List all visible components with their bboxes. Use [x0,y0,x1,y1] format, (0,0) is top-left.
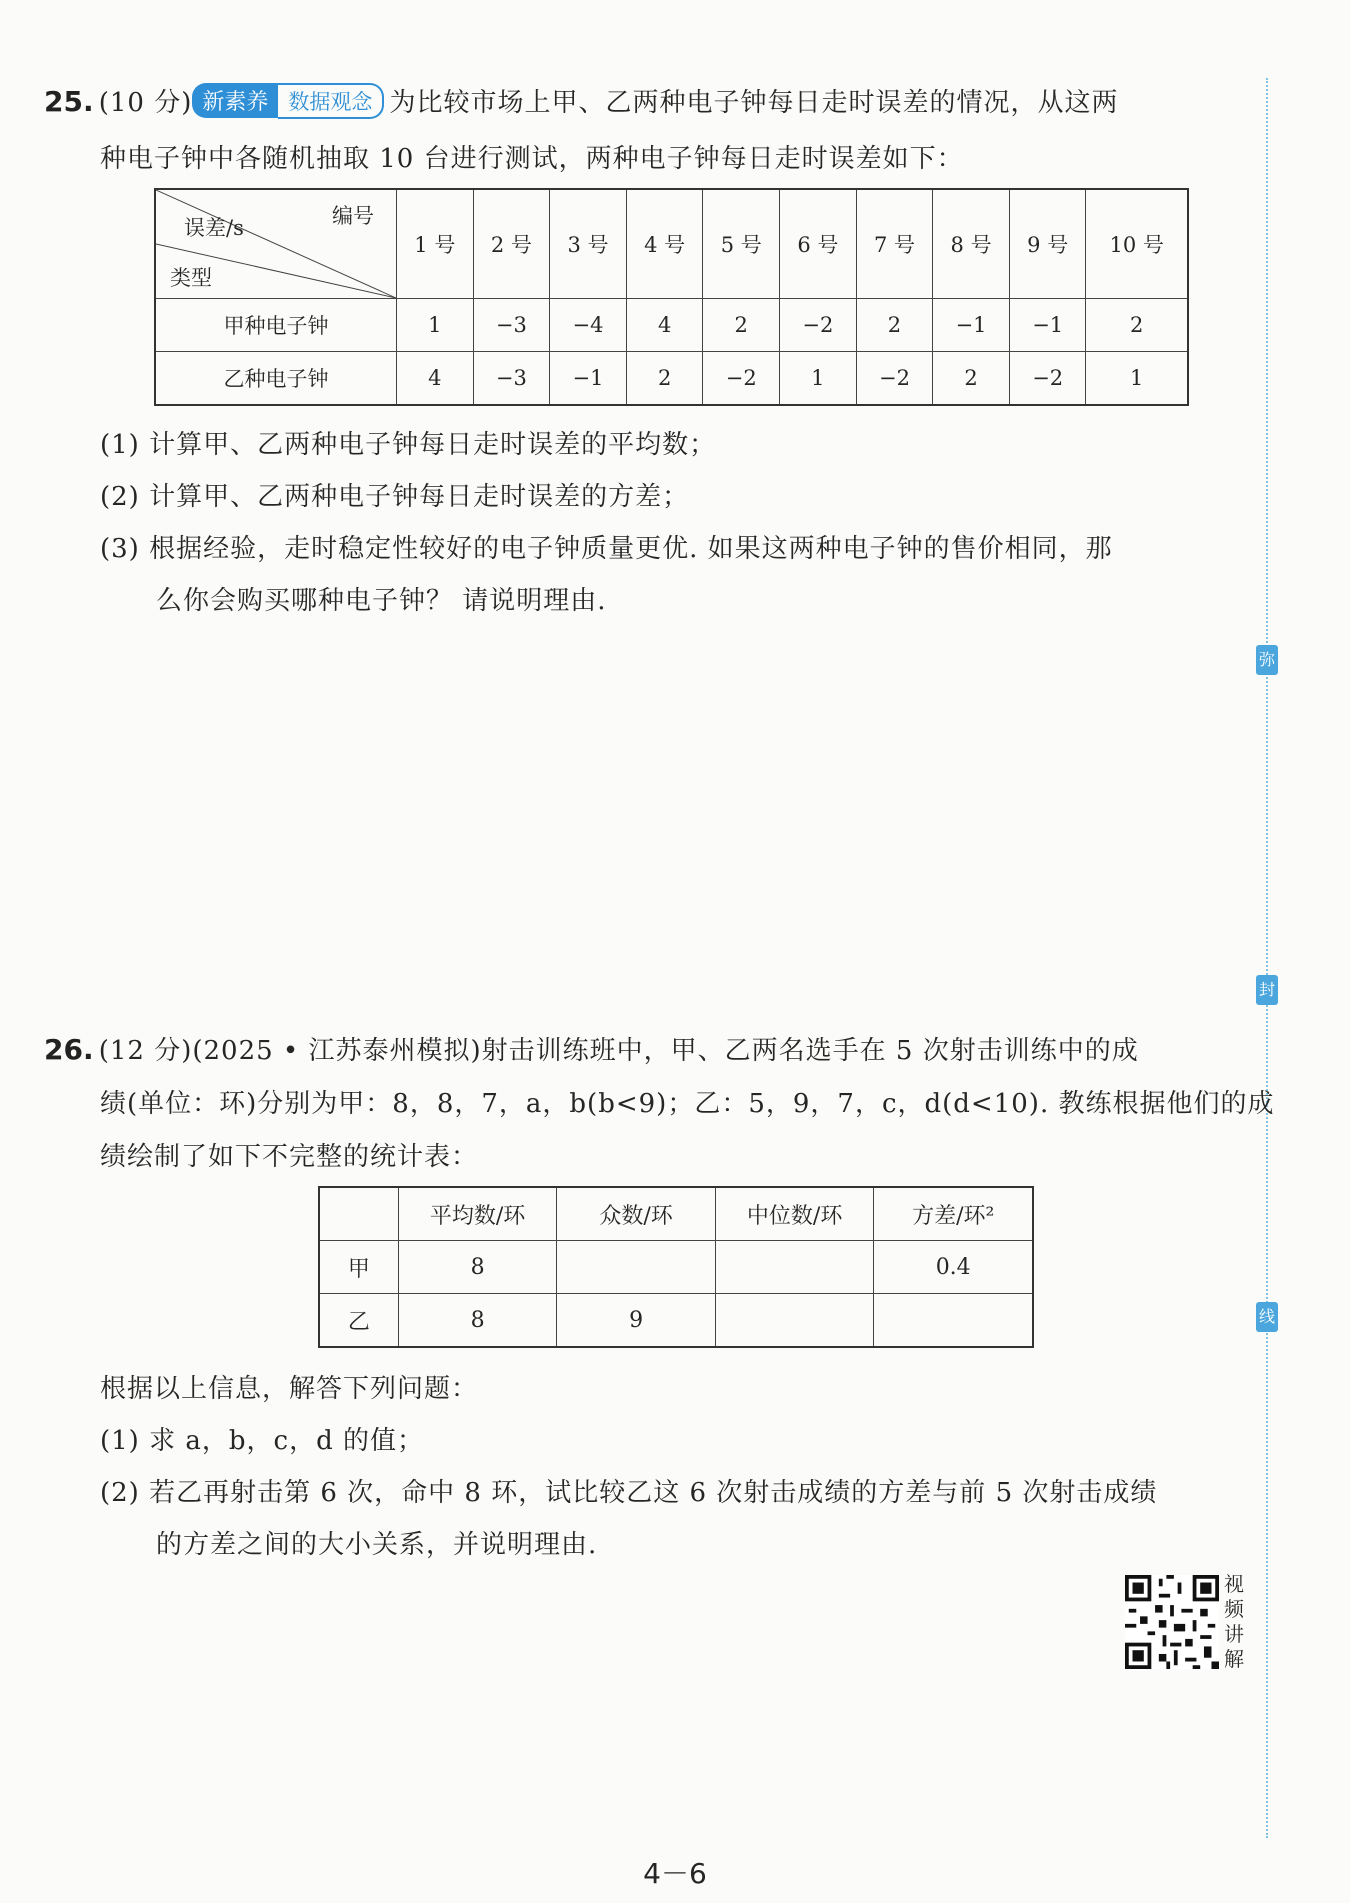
side-tab-mi: 弥 [1256,645,1278,675]
q26-cell [874,1294,1033,1348]
qr-code-icon[interactable] [1125,1575,1219,1669]
q25-cell: 2 [856,299,933,352]
qr-label-char: 解 [1224,1647,1244,1671]
q26-header [44,1030,1139,1067]
q25-corner-bottom: 类型 [170,266,212,290]
q25-cell: 4 [397,352,474,406]
q25-corner-cell [155,189,397,299]
table-row [155,352,1188,406]
q26-line1: (12 分)(2025 • 江苏泰州模拟)射击训练班中，甲、乙两名选手在 5 次射击训练中的成 [98,1036,1139,1066]
table-row [319,1294,1033,1348]
table-row [155,299,1188,352]
q25-cell: 2 [626,352,703,406]
q26-cell [715,1294,874,1348]
q26-sub2b: 的方差之间的大小关系，并说明理由. [156,1530,598,1560]
q25-cell: −2 [703,352,780,406]
q26-header-cell: 中位数/环 [715,1187,874,1241]
q25-cell: −2 [1009,352,1086,406]
q25-header-cell: 10 号 [1086,189,1188,299]
q26-header-cell: 平均数/环 [398,1187,557,1241]
q26-line3: 绩绘制了如下不完整的统计表： [100,1142,479,1172]
q25-line1: 为比较市场上甲、乙两种电子钟每日走时误差的情况，从这两 [389,88,1119,118]
q26-cell: 8 [398,1241,557,1294]
q26-intro: 根据以上信息，解答下列问题： [100,1374,479,1404]
q25-header-cell: 7 号 [856,189,933,299]
qr-label [1224,1572,1248,1672]
qr-label-char: 视 [1224,1572,1244,1596]
q25-corner-top: 编号 [332,204,374,228]
q25-cell: −1 [1009,299,1086,352]
q25-cell: −3 [473,352,550,406]
q25-header-cell: 5 号 [703,189,780,299]
q25-cell: −2 [856,352,933,406]
q25-table [154,188,1189,406]
q25-header-cell: 4 号 [626,189,703,299]
q25-header [44,82,1118,119]
q25-cell: 1 [780,352,857,406]
q25-line2: 种电子钟中各随机抽取 10 台进行测试，两种电子钟每日走时误差如下： [100,144,964,174]
q25-tag-topic: 数据观念 [278,83,384,119]
side-tab-feng: 封 [1256,975,1278,1005]
q26-row-label: 乙 [319,1294,398,1348]
binding-line [1266,78,1268,1838]
q25-cell: −1 [550,352,627,406]
q26-row-label: 甲 [319,1241,398,1294]
q25-header-cell: 9 号 [1009,189,1086,299]
q25-cell: 1 [397,299,474,352]
q26-cell [557,1241,716,1294]
q26-header-cell: 方差/环² [874,1187,1033,1241]
q25-row-label: 甲种电子钟 [155,299,397,352]
q25-number: 25. [44,85,94,118]
q25-sub2: (2) 计算甲、乙两种电子钟每日走时误差的方差； [100,482,690,512]
q25-cell: −4 [550,299,627,352]
q25-cell: −1 [933,299,1010,352]
q26-cell [715,1241,874,1294]
q25-header-cell: 6 号 [780,189,857,299]
q26-cell: 9 [557,1294,716,1348]
q25-sub3a: (3) 根据经验，走时稳定性较好的电子钟质量更优. 如果这两种电子钟的售价相同，那 [100,534,1113,564]
q26-header-cell [319,1187,398,1241]
page-number: 4－6 [643,1857,707,1890]
q25-cell: 2 [933,352,1010,406]
q25-tag-new: 新素养 [192,83,278,118]
q25-header-cell: 1 号 [397,189,474,299]
q25-cell: −2 [780,299,857,352]
q26-number: 26. [44,1033,94,1066]
q26-sub1: (1) 求 a，b，c，d 的值； [100,1426,424,1456]
side-tab-xian: 线 [1256,1302,1278,1332]
q25-cell: 4 [626,299,703,352]
q26-cell: 0.4 [874,1241,1033,1294]
q26-table [318,1186,1034,1348]
qr-label-char: 讲 [1224,1622,1244,1646]
q25-header-cell: 8 号 [933,189,1010,299]
qr-label-char: 频 [1224,1597,1244,1621]
q25-header-cell: 3 号 [550,189,627,299]
q25-header-cell: 2 号 [473,189,550,299]
q25-cell: −3 [473,299,550,352]
q25-sub1: (1) 计算甲、乙两种电子钟每日走时误差的平均数； [100,430,717,460]
q26-line2: 绩(单位：环)分别为甲：8，8，7，a，b(b<9)；乙：5，9，7，c，d(d<10). 教练根据他们的成 [100,1089,1275,1119]
q26-sub2a: (2) 若乙再射击第 6 次，命中 8 环，试比较乙这 6 次射击成绩的方差与前 5 次射击成绩 [100,1478,1158,1508]
q25-corner-mid: 误差/s [184,216,244,240]
q25-cell: 2 [1086,299,1188,352]
q25-cell: 2 [703,299,780,352]
q25-row-label: 乙种电子钟 [155,352,397,406]
table-row [319,1241,1033,1294]
q25-score: (10 分) [98,88,193,118]
q25-cell: 1 [1086,352,1188,406]
q25-sub3b: 么你会购买哪种电子钟？ 请说明理由. [156,586,607,616]
q26-cell: 8 [398,1294,557,1348]
q26-header-cell: 众数/环 [557,1187,716,1241]
